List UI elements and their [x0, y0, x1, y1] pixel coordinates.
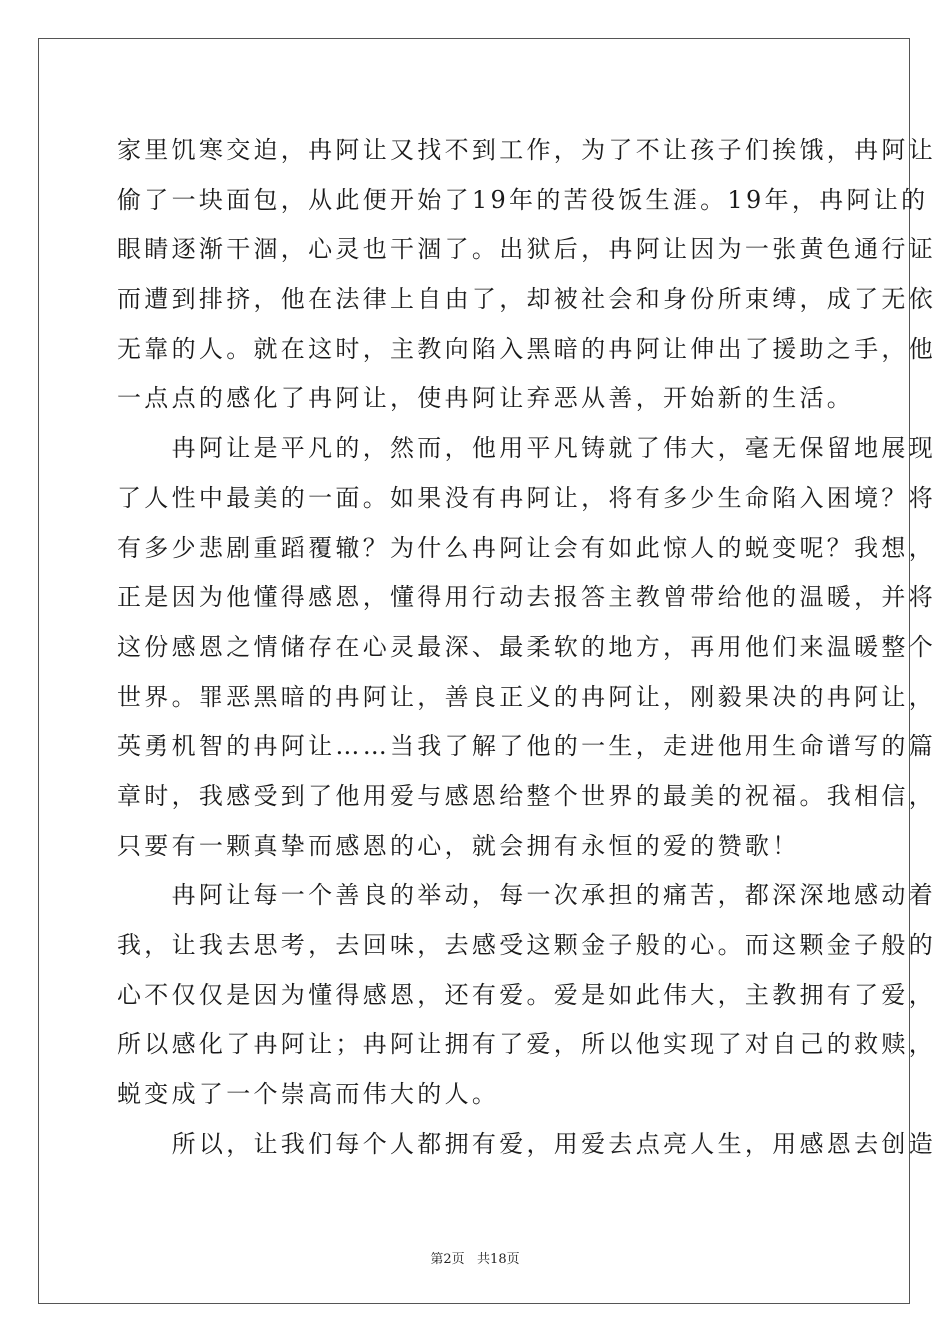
- text-line: 世界。罪恶黑暗的冉阿让，善良正义的冉阿让，刚毅果决的冉阿让，: [117, 682, 936, 711]
- text-line: 有多少悲剧重蹈覆辙？为什么冉阿让会有如此惊人的蜕变呢？我想，: [117, 533, 936, 562]
- text-line: 眼睛逐渐干涸，心灵也干涸了。出狱后，冉阿让因为一张黄色通行证: [117, 235, 936, 264]
- text-line: 无靠的人。就在这时，主教向陷入黑暗的冉阿让伸出了援助之手，他: [117, 334, 936, 363]
- text-line: 蜕变成了一个崇高而伟大的人。: [117, 1080, 500, 1109]
- text-line: 心不仅仅是因为懂得感恩，还有爱。爱是如此伟大，主教拥有了爱，: [117, 980, 936, 1009]
- text-line: 一点点的感化了冉阿让，使冉阿让弃恶从善，开始新的生活。: [117, 384, 855, 413]
- text-line: 所以，让我们每个人都拥有爱，用爱去点亮人生，用感恩去创造: [117, 1129, 936, 1158]
- text-line: 家里饥寒交迫，冉阿让又找不到工作，为了不让孩子们挨饿，冉阿让: [117, 136, 936, 164]
- text-line: 只要有一颗真挚而感恩的心，就会拥有永恒的爱的赞歌！: [117, 831, 800, 860]
- text-line: 正是因为他懂得感恩，懂得用行动去报答主教曾带给他的温暖，并将: [117, 583, 936, 612]
- text-line: 这份感恩之情储存在心灵最深、最柔软的地方，再用他们来温暖整个: [117, 632, 936, 661]
- text-line: 章时，我感受到了他用爱与感恩给整个世界的最美的祝福。我相信，: [117, 781, 936, 810]
- text-line: 我，让我去思考，去回味，去感受这颗金子般的心。而这颗金子般的: [117, 931, 936, 959]
- page-number-footer: 第2页 共18页: [430, 1252, 520, 1267]
- text-line: 而遭到排挤，他在法律上自由了，却被社会和身份所束缚，成了无依: [117, 285, 936, 314]
- text-line: 冉阿让是平凡的，然而，他用平凡铸就了伟大，毫无保留地展现: [117, 434, 936, 463]
- text-line: 了人性中最美的一面。如果没有冉阿让，将有多少生命陷入困境？将: [117, 483, 936, 512]
- text-line: 冉阿让每一个善良的举动，每一次承担的痛苦，都深深地感动着: [117, 881, 936, 910]
- document-body: [117, 126, 936, 1169]
- text-line: 偷了一块面包，从此便开始了19年的苦役饭生涯。19年，冉阿让的: [117, 185, 929, 214]
- text-line: 所以感化了冉阿让；冉阿让拥有了爱，所以他实现了对自己的救赎，: [117, 1030, 936, 1059]
- text-line: 英勇机智的冉阿让……当我了解了他的一生，走进他用生命谱写的篇: [117, 732, 936, 761]
